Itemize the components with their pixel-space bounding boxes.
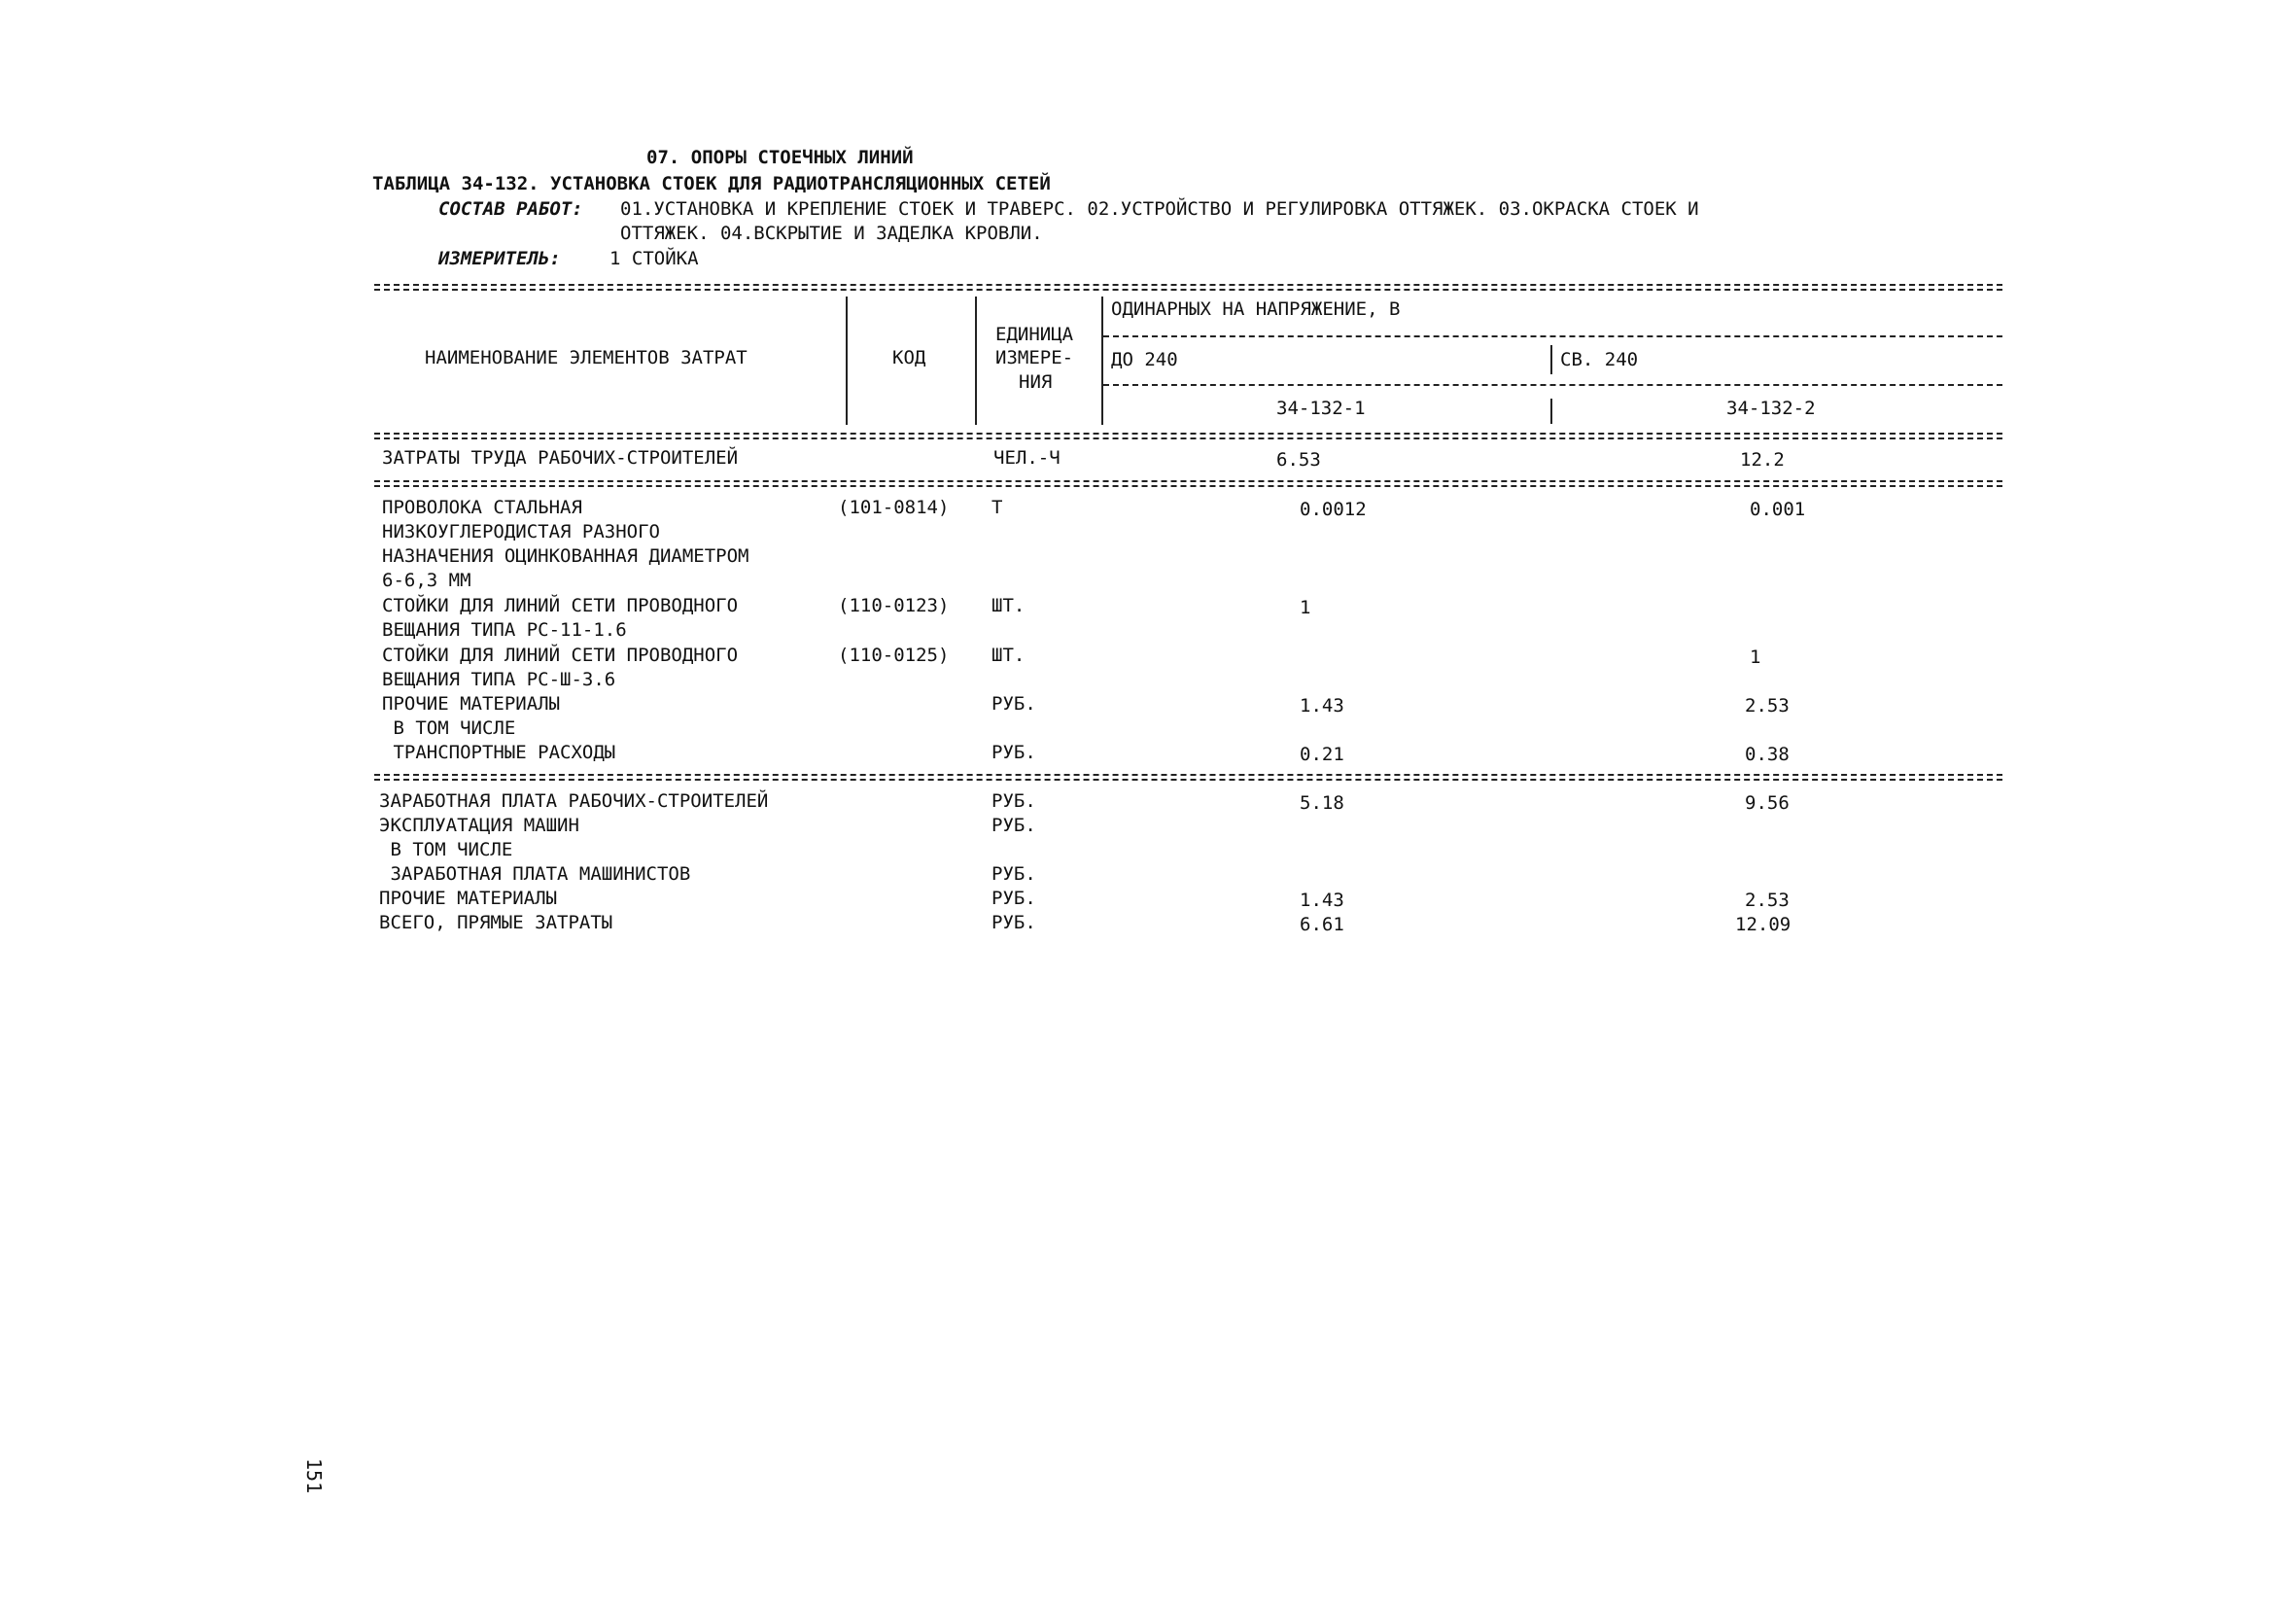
total-0-unit: РУБ. xyxy=(991,790,1036,812)
measure-value: 1 СТОЙКА xyxy=(609,248,699,269)
material-0-code: (101-0814) xyxy=(838,497,950,518)
works-label: СОСТАВ РАБОТ: xyxy=(438,198,583,220)
col-unit-header-1: ЕДИНИЦА xyxy=(995,324,1074,345)
material-2-unit: ШТ. xyxy=(991,645,1026,666)
material-1-line-1: СТОЙКИ ДЛЯ ЛИНИЙ СЕТИ ПРОВОДНОГО xyxy=(382,595,739,616)
material-0-unit: Т xyxy=(991,497,1003,518)
material-0-v2: 0.001 xyxy=(1750,499,1806,520)
material-1-v1: 1 xyxy=(1300,597,1311,618)
col-name-header: НАИМЕНОВАНИЕ ЭЛЕМЕНТОВ ЗАТРАТ xyxy=(425,347,748,368)
material-3-v1: 1.43 xyxy=(1300,695,1344,717)
rule-header-bottom-2 xyxy=(374,437,2002,439)
material-1-line-2: ВЕЩАНИЯ ТИПА РС-11-1.6 xyxy=(382,619,627,641)
total-1-name: ЭКСПЛУАТАЦИЯ МАШИН xyxy=(379,815,579,836)
table-title: ТАБЛИЦА 34-132. УСТАНОВКА СТОЕК ДЛЯ РАДИОТРАНСЛЯЦИОННЫХ СЕТЕЙ xyxy=(372,173,1051,194)
material-4-v1: 0.21 xyxy=(1300,744,1344,765)
material-0-line-4: 6-6,3 ММ xyxy=(382,570,471,591)
col-unit-header-2: ИЗМЕРЕ- xyxy=(995,347,1074,368)
vbar-code-mid xyxy=(1550,399,1552,424)
total-5-v2: 12.09 xyxy=(1735,914,1792,935)
material-2-code: (110-0125) xyxy=(838,645,950,666)
vbar-unit-left xyxy=(975,297,977,425)
material-1-unit: ШТ. xyxy=(991,595,1026,616)
total-4-v1: 1.43 xyxy=(1300,890,1344,911)
col-code-2: 34-132-2 xyxy=(1726,398,1816,419)
total-0-name: ЗАРАБОТНАЯ ПЛАТА РАБОЧИХ-СТРОИТЕЛЕЙ xyxy=(379,790,769,812)
total-0-v2: 9.56 xyxy=(1745,792,1790,814)
material-3-unit: РУБ. xyxy=(991,693,1036,715)
total-5-v1: 6.61 xyxy=(1300,914,1344,935)
total-4-v2: 2.53 xyxy=(1745,890,1790,911)
total-4-unit: РУБ. xyxy=(991,888,1036,909)
material-3-v2: 2.53 xyxy=(1745,695,1790,717)
rule-top xyxy=(374,284,2002,286)
col-sub-header-1: ДО 240 xyxy=(1111,349,1178,370)
material-0-line-1: ПРОВОЛОКА СТАЛЬНАЯ xyxy=(382,497,582,518)
vbar-sub-mid xyxy=(1550,345,1552,374)
col-unit-header-3: НИЯ xyxy=(1019,371,1053,393)
col-group-header: ОДИНАРНЫХ НА НАПРЯЖЕНИЕ, В xyxy=(1111,298,1401,320)
rule-labor-bottom-2 xyxy=(374,485,2002,487)
vbar-code-left xyxy=(846,297,848,425)
works-line-2: ОТТЯЖЕК. 04.ВСКРЫТИЕ И ЗАДЕЛКА КРОВЛИ. xyxy=(620,223,1043,244)
material-3-line-2: В ТОМ ЧИСЛЕ xyxy=(382,717,516,739)
material-4-v2: 0.38 xyxy=(1745,744,1790,765)
material-1-code: (110-0123) xyxy=(838,595,950,616)
material-0-line-3: НАЗНАЧЕНИЯ ОЦИНКОВАННАЯ ДИАМЕТРОМ xyxy=(382,545,749,567)
material-4-unit: РУБ. xyxy=(991,742,1036,763)
rule-materials-bottom xyxy=(374,774,2002,776)
labor-unit: ЧЕЛ.-Ч xyxy=(993,447,1061,469)
total-0-v1: 5.18 xyxy=(1300,792,1344,814)
measure-label: ИЗМЕРИТЕЛЬ: xyxy=(438,248,561,269)
material-0-line-2: НИЗКОУГЛЕРОДИСТАЯ РАЗНОГО xyxy=(382,521,660,542)
rule-group xyxy=(1103,335,2002,337)
works-line-1: 01.УСТАНОВКА И КРЕПЛЕНИЕ СТОЕК И ТРАВЕРС. 02.УСТРОЙСТВО И РЕГУЛИРОВКА ОТТЯЖЕК. 03.ОКРАСКА СТОЕК И xyxy=(620,198,1699,220)
material-3-line-1: ПРОЧИЕ МАТЕРИАЛЫ xyxy=(382,693,561,715)
total-5-name: ВСЕГО, ПРЯМЫЕ ЗАТРАТЫ xyxy=(379,912,613,933)
labor-name: ЗАТРАТЫ ТРУДА РАБОЧИХ-СТРОИТЕЛЕЙ xyxy=(382,447,739,469)
total-2-name: В ТОМ ЧИСЛЕ xyxy=(379,839,513,860)
total-4-name: ПРОЧИЕ МАТЕРИАЛЫ xyxy=(379,888,558,909)
col-sub-header-2: СВ. 240 xyxy=(1560,349,1639,370)
total-1-unit: РУБ. xyxy=(991,815,1036,836)
labor-v2: 12.2 xyxy=(1740,449,1785,471)
labor-v1: 6.53 xyxy=(1276,449,1321,471)
material-2-line-1: СТОЙКИ ДЛЯ ЛИНИЙ СЕТИ ПРОВОДНОГО xyxy=(382,645,739,666)
rule-materials-bottom-2 xyxy=(374,779,2002,781)
col-code-1: 34-132-1 xyxy=(1276,398,1366,419)
material-2-v2: 1 xyxy=(1750,647,1761,668)
col-code-header: КОД xyxy=(892,347,926,368)
rule-top-2 xyxy=(374,289,2002,291)
total-5-unit: РУБ. xyxy=(991,912,1036,933)
material-0-v1: 0.0012 xyxy=(1300,499,1367,520)
page-number: 151 xyxy=(302,1458,326,1494)
total-3-unit: РУБ. xyxy=(991,863,1036,885)
total-3-name: ЗАРАБОТНАЯ ПЛАТА МАШИНИСТОВ xyxy=(379,863,691,885)
section-title: 07. ОПОРЫ СТОЕЧНЫХ ЛИНИЙ xyxy=(646,147,914,168)
rule-header-bottom xyxy=(374,433,2002,435)
material-2-line-2: ВЕЩАНИЯ ТИПА РС-Ш-3.6 xyxy=(382,669,616,690)
rule-sub xyxy=(1103,384,2002,386)
vbar-values-left xyxy=(1101,297,1103,425)
rule-labor-bottom xyxy=(374,480,2002,482)
material-4-line-1: ТРАНСПОРТНЫЕ РАСХОДЫ xyxy=(382,742,616,763)
